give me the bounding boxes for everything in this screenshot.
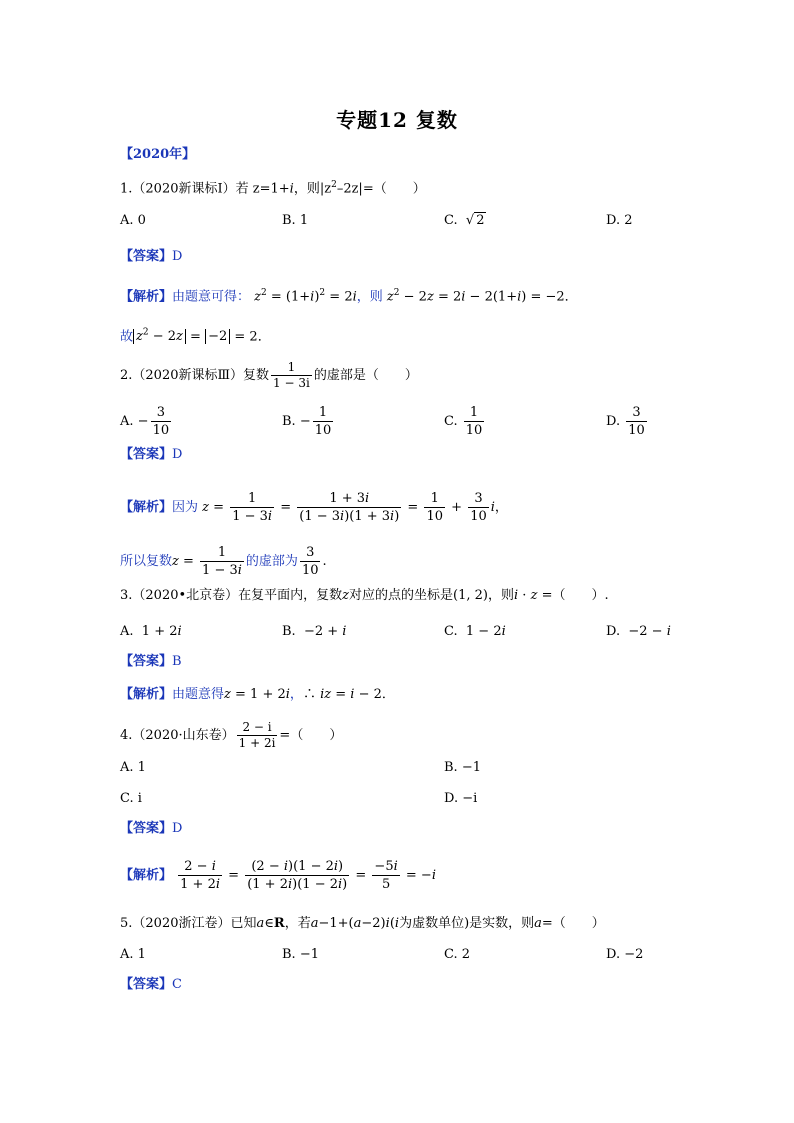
- q1-answer: 【答案】D: [120, 249, 183, 264]
- q1-solution-line-2: 故 $z^2 - 2z = -2 = 2$．: [120, 328, 271, 345]
- q2-option-b[interactable]: B. − $\frac{1}{10}$: [282, 405, 332, 438]
- q1-option-c[interactable]: C. √ 2: [444, 213, 485, 228]
- q4-option-c[interactable]: C. i: [120, 791, 142, 806]
- question-4-stem: 4.（2020·山东卷） $\frac{2 - i}{1 + 2i}$ =（ ）: [120, 720, 343, 750]
- q2-option-d[interactable]: D. $\frac{3}{10}$: [606, 405, 645, 438]
- q4-option-d[interactable]: D. −i: [444, 791, 478, 806]
- question-1-stem: 1.（2020新课标Ⅰ）若 z=1+i，则$|z^2-2z|=$（ ）: [120, 180, 426, 197]
- q2-option-c[interactable]: C. $\frac{1}{10}$: [444, 405, 483, 438]
- q1-option-a[interactable]: A. 0: [120, 213, 146, 228]
- year-heading: 【2020年】: [120, 147, 196, 162]
- q5-option-a[interactable]: A. 1: [120, 947, 146, 962]
- q5-option-c[interactable]: C. 2: [444, 947, 471, 962]
- q5-answer: 【答案】C: [120, 977, 182, 992]
- q1-option-b[interactable]: B. 1: [282, 213, 309, 228]
- q5-option-d[interactable]: D. −2: [606, 947, 644, 962]
- q4-solution: 【解析】 $\frac{2 - i}{1 + 2i}$ = $\frac{(2 - i)(1 - 2i)}{(1 + 2i)(1 - 2i)}$ = $\frac{-5i}{5}$ = −i: [120, 859, 436, 892]
- q1-option-d[interactable]: D. 2: [606, 213, 633, 228]
- q4-answer: 【答案】D: [120, 821, 183, 836]
- q1-solution-line-1: 【解析】由题意可得： $z^2 = (1+i)^2 = 2i$，则 $z^2 - 2z = 2i - 2(1+i) = -2$．: [120, 288, 578, 305]
- q3-solution: 【解析】由题意得z = 1 + 2i，∴ iz = i − 2．: [120, 687, 395, 702]
- q3-answer: 【答案】B: [120, 654, 182, 669]
- q4-option-a[interactable]: A. 1: [120, 760, 146, 775]
- question-3-stem: 3.（2020•北京卷）在复平面内，复数z对应的点的坐标是(1, 2)，则i · z =（ ）.: [120, 588, 609, 603]
- q3-option-c[interactable]: C. 1 − 2i: [444, 624, 506, 639]
- q2-answer: 【答案】D: [120, 447, 183, 462]
- page-title: 专题12 复数: [336, 108, 458, 132]
- q3-option-b[interactable]: B. −2 + i: [282, 624, 347, 639]
- q2-solution-line-1: 【解析】因为 z = $\frac{1}{1 - 3i}$ = $\frac{1 + 3i}{(1 - 3i)(1 + 3i)}$ = $\frac{1}{10}$ + $\frac{3}{10}$ i，: [120, 491, 508, 524]
- q2-solution-line-2: 所以复数z = $\frac{1}{1 - 3i}$ 的虚部为 $\frac{3}{10}$ .: [120, 545, 327, 578]
- q4-option-b[interactable]: B. −1: [444, 760, 481, 775]
- question-2-stem: 2.（2020新课标Ⅲ）复数 $\frac{1}{1 - 3i}$ 的虚部是（ ）: [120, 360, 418, 390]
- q3-option-a[interactable]: A. 1 + 2i: [120, 624, 182, 639]
- q5-option-b[interactable]: B. −1: [282, 947, 319, 962]
- q2-option-a[interactable]: A. − $\frac{3}{10}$: [120, 405, 170, 438]
- q3-option-d[interactable]: D. −2 − i: [606, 624, 671, 639]
- question-5-stem: 5.（2020浙江卷）已知a∈R，若a−1+(a−2)i(i为虚数单位)是实数，则a=（ ）: [120, 916, 605, 931]
